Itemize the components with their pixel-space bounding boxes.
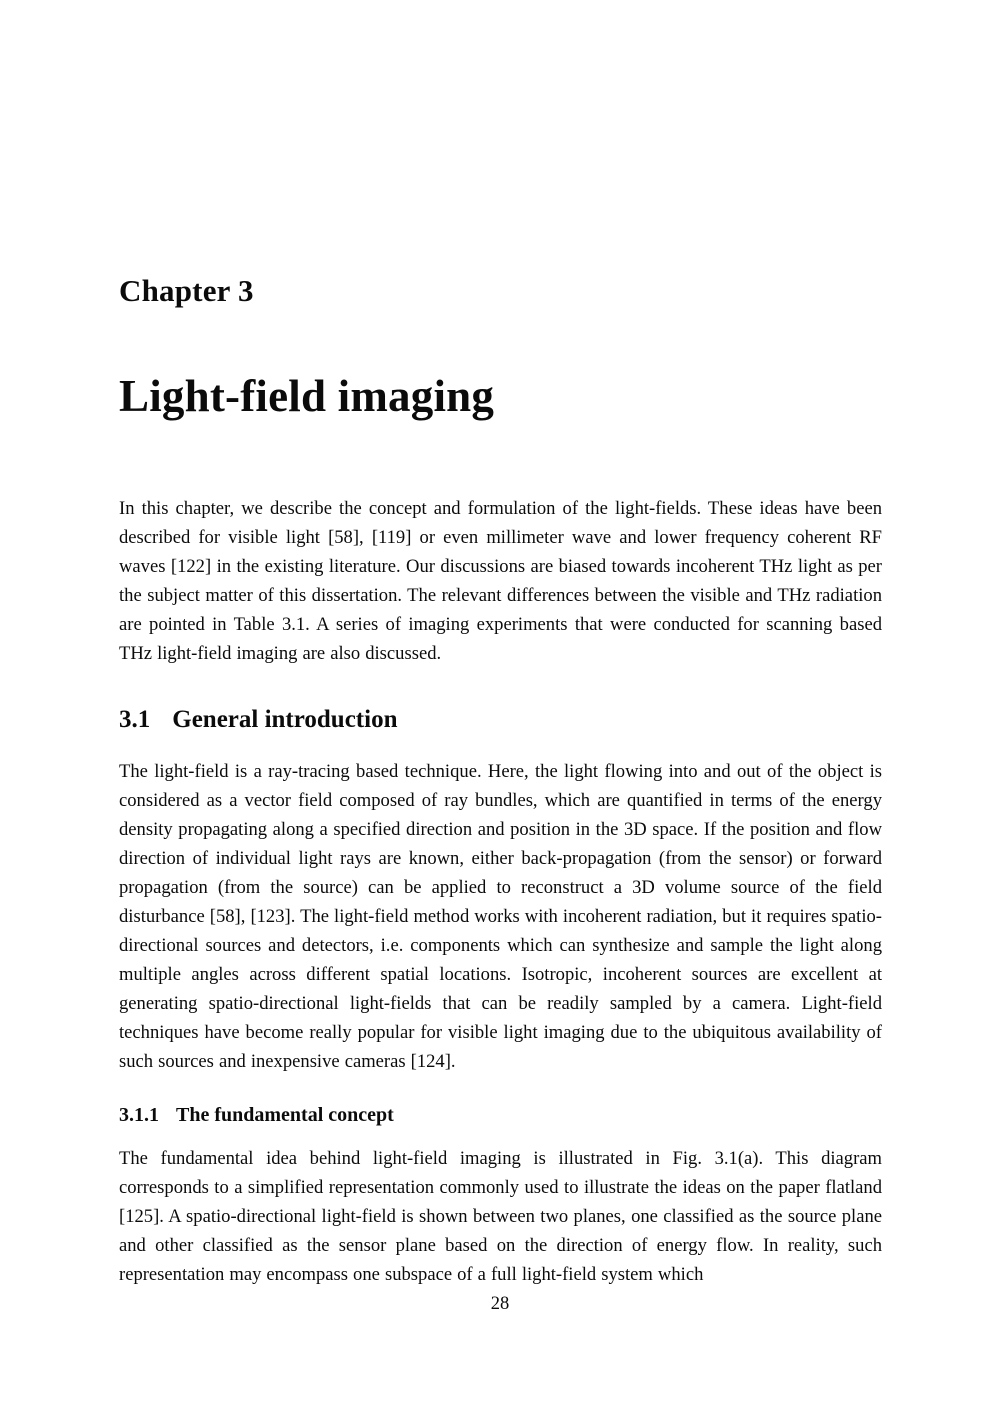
subsection-number: 3.1.1 bbox=[119, 1104, 159, 1126]
subsection-paragraph: The fundamental idea behind light-field imaging is illustrated in Fig. 3.1(a). This diagram corresponds to a simplified representation commonly used to illustrate the ideas on the paper flatland [125]. A spatio-directional light-field is shown between two planes, one classified as the source plane and other classified as the sensor plane based on the direction of energy flow. In reality, such representation may encompass one subspace of a full light-field system which bbox=[119, 1148, 882, 1285]
section-title: General introduction bbox=[172, 706, 398, 733]
chapter-title: Light-field imaging bbox=[119, 371, 495, 421]
chapter-label: Chapter 3 bbox=[119, 273, 254, 308]
section-number: 3.1 bbox=[119, 706, 151, 733]
section-heading bbox=[119, 704, 882, 735]
intro-paragraph: In this chapter, we describe the concept and formulation of the light-fields. These ideas have been described for visible light [58], [119] or even millimeter wave and lower frequency coherent RF waves [122] in the existing literature. Our discussions are biased towards incoherent THz light as per the subject matter of this dissertation. The relevant differences between the visible and THz radiation are pointed in Table 3.1. A series of imaging experiments that were conducted for scanning based THz light-field imaging are also discussed. bbox=[119, 498, 882, 664]
page-content bbox=[119, 0, 882, 1289]
subsection-heading bbox=[119, 1102, 882, 1128]
page-number: 28 bbox=[490, 1294, 510, 1314]
section-paragraph: The light-field is a ray-tracing based technique. Here, the light flowing into and out of the object is considered as a vector field composed of ray bundles, which are quantified in terms of the energy density propagating along a specified direction and position in the 3D space. If the position and flow direction of individual light rays are known, either back-propagation (from the sensor) or forward propagation (from the source) can be applied to reconstruct a 3D volume source of the field disturbance [58], [123]. The light-field method works with incoherent radiation, but it requires spatio-directional sources and detectors, i.e. components which can synthesize and sample the light along multiple angles across different spatial locations. Isotropic, incoherent sources are excellent at generating spatio-directional light-fields that can be readily sampled by a camera. Light-field techniques have become really popular for visible light imaging due to the ubiquitous availability of such sources and inexpensive cameras [124]. bbox=[119, 761, 882, 1072]
subsection-title: The fundamental concept bbox=[176, 1104, 394, 1126]
